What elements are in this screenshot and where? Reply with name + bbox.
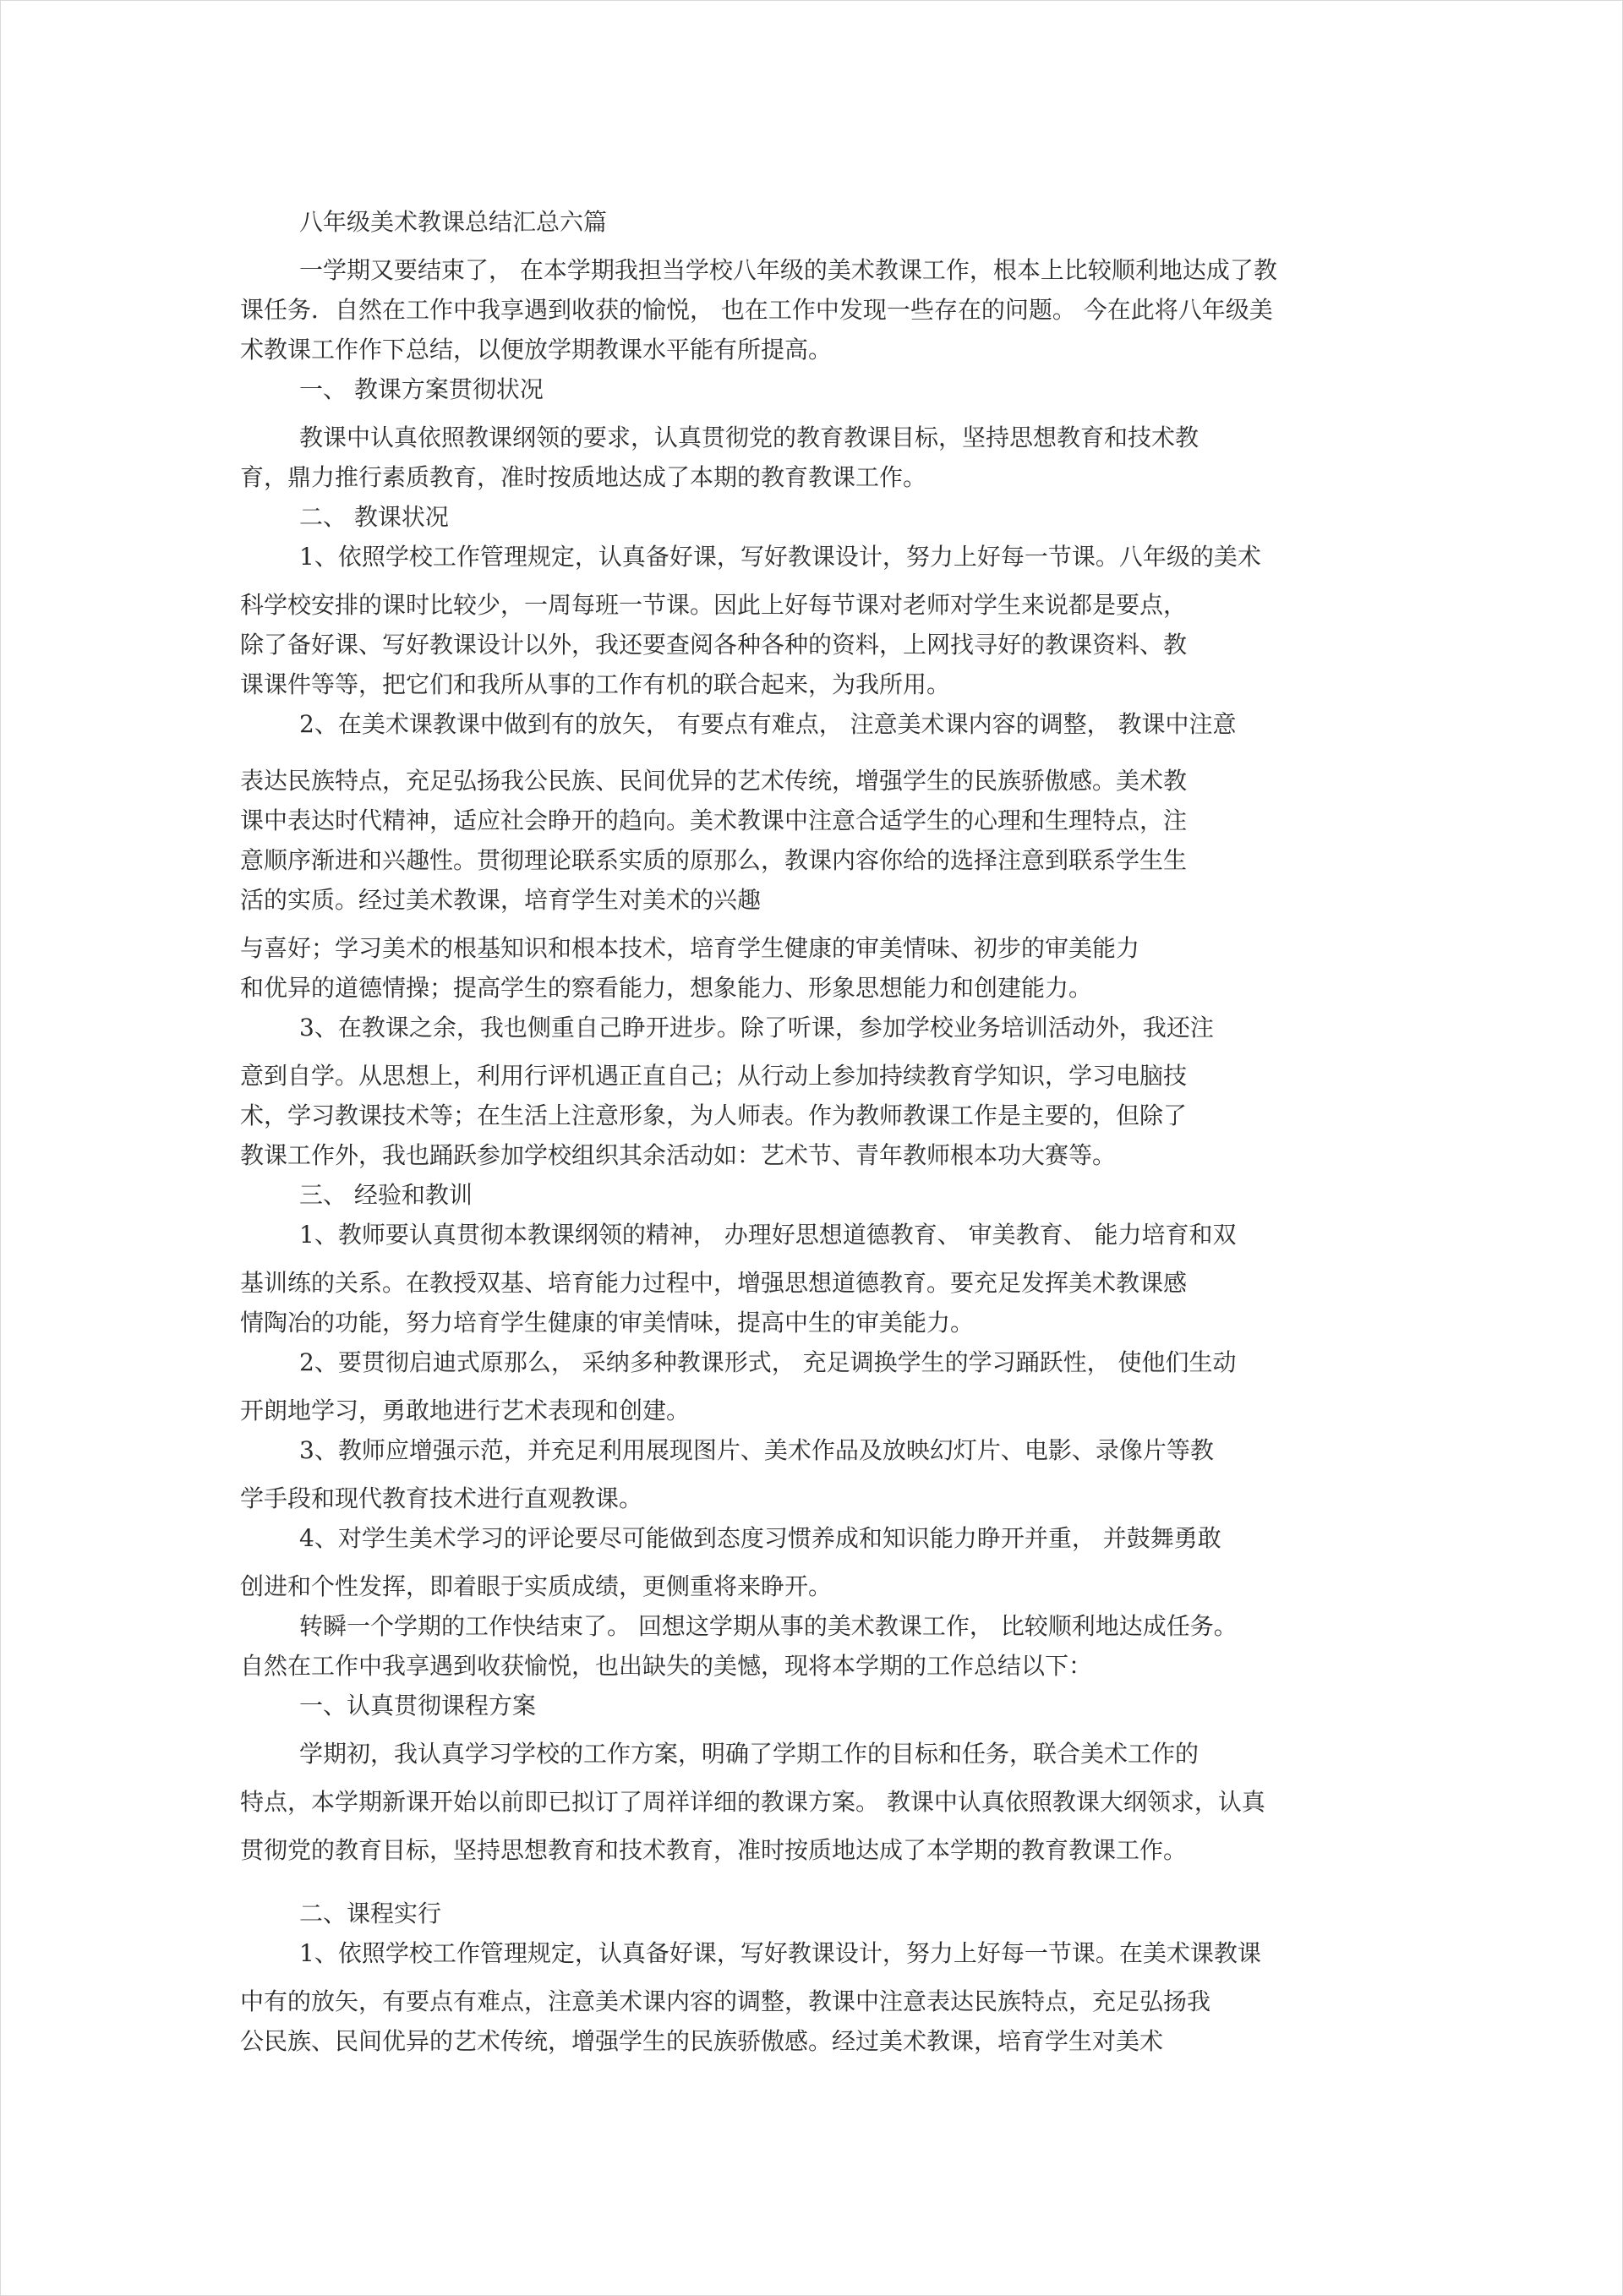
paragraph-line: 意顺序渐进和兴趣性。贯彻理论联系实质的原那么，教课内容你给的选择注意到联系学生生 <box>240 846 1188 874</box>
paragraph-line: 特点，本学期新课开始以前即已拟订了周祥详细的教课方案。 教课中认真依照教课大纲领求，认真 <box>240 1788 1265 1816</box>
document-title: 八年级美术教课总结汇总六篇 <box>299 208 608 236</box>
paragraph-line: 学手段和现代教育技术进行直观教课。 <box>240 1484 643 1512</box>
paragraph-line: 学期初，我认真学习学校的工作方案，明确了学期工作的目标和任务，联合美术工作的 <box>299 1740 1199 1768</box>
paragraph-line: 与喜好；学习美术的根基知识和根本技术，培育学生健康的审美情味、初步的审美能力 <box>240 934 1140 962</box>
document-body <box>240 202 1373 2061</box>
paragraph-line: 贯彻党的教育目标，坚持思想教育和技术教育，准时按质地达成了本学期的教育教课工作。 <box>240 1836 1188 1864</box>
paragraph-line: 3、教师应增强示范，并充足利用展现图片、美术作品及放映幻灯片、电影、录像片等教 <box>299 1436 1214 1464</box>
paragraph-line: 2、在美术课教课中做到有的放矢， 有要点有难点， 注意美术课内容的调整， 教课中注意 <box>299 710 1237 738</box>
paragraph-line: 术教课工作作下总结，以便放学期教课水平能有所提高。 <box>240 336 833 364</box>
section-heading: 一、认真贯彻课程方案 <box>299 1692 537 1719</box>
paragraph-line: 4、对学生美术学习的评论要尽可能做到态度习惯养成和知识能力睁开并重， 并鼓舞勇敢 <box>299 1524 1221 1552</box>
paragraph-line: 意到自学。从思想上，利用行评机遇正直自己；从行动上参加持续教育学知识，学习电脑技 <box>240 1062 1188 1090</box>
paragraph-line: 课课件等等，把它们和我所从事的工作有机的联合起来，为我所用。 <box>240 670 951 698</box>
paragraph-line: 创进和个性发挥，即着眼于实质成绩，更侧重将来睁开。 <box>240 1572 833 1600</box>
paragraph-line: 自然在工作中我享遇到收获愉悦，也出缺失的美憾，现将本学期的工作总结以下： <box>240 1652 1093 1680</box>
paragraph-line: 基训练的关系。在教授双基、培育能力过程中，增强思想道德教育。要充足发挥美术教课感 <box>240 1269 1188 1297</box>
paragraph-line: 课任务．自然在工作中我享遇到收获的愉悦， 也在工作中发现一些存在的问题。 今在此将八年级美 <box>240 296 1273 324</box>
paragraph-line: 科学校安排的课时比较少，一周每班一节课。因此上好每节课对老师对学生来说都是要点， <box>240 591 1188 619</box>
paragraph-line: 1、教师要认真贯彻本教课纲领的精神， 办理好思想道德教育、 审美教育、 能力培育和双 <box>299 1221 1237 1249</box>
paragraph-line: 教课工作外，我也踊跃参加学校组织其余活动如：艺术节、青年教师根本功大赛等。 <box>240 1141 1117 1169</box>
paragraph-line: 3、在教课之余，我也侧重自己睁开进步。除了听课，参加学校业务培训活动外，我还注 <box>299 1014 1214 1041</box>
paragraph-line: 转瞬一个学期的工作快结束了。 回想这学期从事的美术教课工作， 比较顺利地达成任务。 <box>299 1612 1238 1640</box>
paragraph-line: 开朗地学习，勇敢地进行艺术表现和创建。 <box>240 1397 691 1424</box>
paragraph-line: 公民族、民间优异的艺术传统，增强学生的民族骄傲感。经过美术教课，培育学生对美术 <box>240 2027 1164 2055</box>
paragraph-line: 情陶冶的功能，努力培育学生健康的审美情味，提高中生的审美能力。 <box>240 1309 975 1337</box>
paragraph-line: 中有的放矢，有要点有难点，注意美术课内容的调整，教课中注意表达民族特点，充足弘扬我 <box>240 1987 1211 2015</box>
section-heading: 二、 教课状况 <box>299 503 449 531</box>
paragraph-line: 课中表达时代精神，适应社会睁开的趋向。美术教课中注意合适学生的心理和生理特点，注 <box>240 806 1188 834</box>
section-heading: 二、课程实行 <box>299 1900 442 1927</box>
paragraph-line: 教课中认真依照教课纲领的要求，认真贯彻党的教育教课目标，坚持思想教育和技术教 <box>299 424 1199 451</box>
paragraph-line: 术，学习教课技术等；在生活上注意形象，为人师表。作为教师教课工作是主要的，但除了 <box>240 1102 1188 1129</box>
paragraph-line: 2、要贯彻启迪式原那么， 采纳多种教课形式， 充足调换学生的学习踊跃性， 使他们生动 <box>299 1348 1237 1376</box>
paragraph-line: 一学期又要结束了， 在本学期我担当学校八年级的美术教课工作，根本上比较顺利地达成了教 <box>299 256 1277 284</box>
paragraph-line: 育，鼎力推行素质教育，准时按质地达成了本期的教育教课工作。 <box>240 463 927 491</box>
paragraph-line: 1、依照学校工作管理规定，认真备好课，写好教课设计，努力上好每一节课。在美术课教课 <box>299 1939 1261 1967</box>
paragraph-line: 表达民族特点，充足弘扬我公民族、民间优异的艺术传统，增强学生的民族骄傲感。美术教 <box>240 767 1188 795</box>
section-heading: 三、 经验和教训 <box>299 1181 473 1209</box>
paragraph-line: 活的实质。经过美术教课，培育学生对美术的兴趣 <box>240 886 762 914</box>
section-heading: 一、 教课方案贯彻状况 <box>299 375 544 403</box>
paragraph-line: 和优异的道德情操；提高学生的察看能力，想象能力、形象思想能力和创建能力。 <box>240 974 1093 1002</box>
paragraph-line: 除了备好课、写好教课设计以外，我还要查阅各种各种的资料，上网找寻好的教课资料、教 <box>240 631 1188 659</box>
paragraph-line: 1、依照学校工作管理规定，认真备好课，写好教课设计，努力上好每一节课。八年级的美术 <box>299 543 1261 571</box>
